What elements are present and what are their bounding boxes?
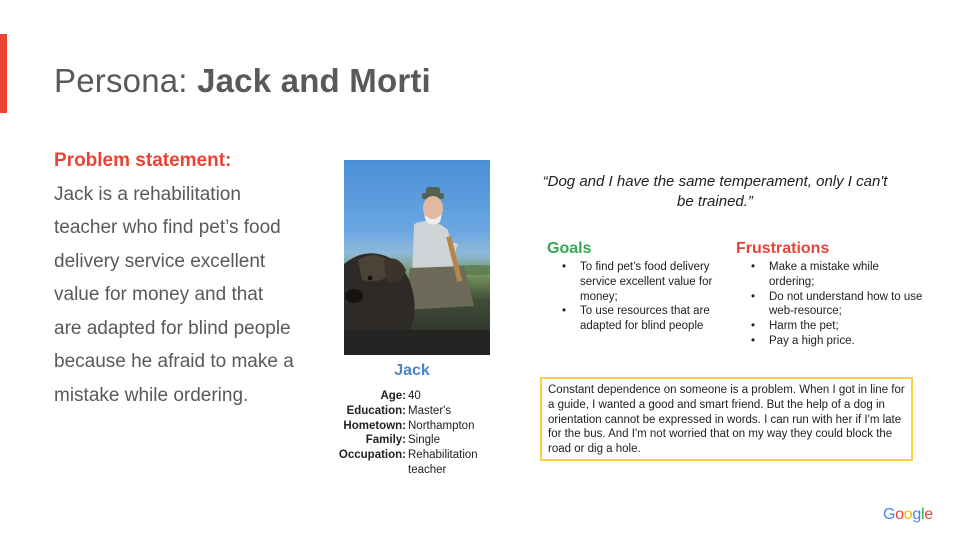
bullet-icon: • — [751, 320, 756, 333]
story-box: Constant dependence on someone is a problem. When I got in line for a guide, I wanted a good and smart friend. But the help of a dog in orientation cannot be expressed in words. I can run with her if I'm late for the bus. And I'm not worried that on my way they could block the road or dig a hole. — [540, 377, 913, 461]
profile-facts — [316, 389, 506, 478]
list-item — [744, 290, 924, 320]
logo-letter: o — [895, 506, 904, 523]
bullet-icon: • — [562, 261, 567, 273]
fact-label: Occupation: — [338, 449, 406, 462]
bullet-icon: • — [562, 305, 567, 318]
frustration-text: Pay a high price. — [769, 334, 855, 347]
fact-age — [316, 389, 506, 404]
logo-letter: g — [912, 506, 921, 523]
fact-occupation — [316, 448, 506, 478]
list-item — [744, 319, 924, 334]
fact-family — [316, 433, 506, 448]
logo-letter: o — [903, 506, 913, 523]
list-item — [744, 334, 924, 349]
frustration-text: Harm the pet; — [769, 320, 839, 333]
title-name: Jack and Morti — [197, 62, 431, 99]
goal-text: To use resources that are adapted for blind people — [580, 305, 710, 333]
persona-photo-illustration — [344, 160, 490, 355]
fact-value: Northampton — [408, 419, 475, 432]
slide-title — [54, 62, 431, 100]
list-item — [744, 260, 924, 290]
persona-photo — [344, 160, 490, 355]
problem-statement-label: Problem statement: — [54, 150, 232, 171]
fact-value: Master's — [408, 404, 452, 417]
persona-quote: “Dog and I have the same temperament, only I can't be trained.” — [542, 173, 888, 210]
goals-list — [555, 260, 715, 334]
fact-label: Family: — [365, 434, 406, 447]
fact-label: Hometown: — [343, 419, 406, 432]
logo-letter: l — [920, 506, 925, 523]
bullet-icon: • — [751, 334, 756, 347]
bullet-icon: • — [751, 290, 756, 303]
frustration-text: Make a mistake while ordering; — [769, 261, 879, 288]
fact-education — [316, 404, 506, 419]
profile-name: Jack — [394, 362, 430, 379]
frustrations-heading: Frustrations — [736, 240, 830, 257]
fact-value: Single — [408, 434, 440, 447]
frustration-text: Do not understand how to use web-resource; — [769, 290, 923, 318]
problem-statement — [54, 144, 294, 412]
problem-statement-text: Jack is a rehabilitation teacher who find pet’s food delivery service excellent value for money and that are adapted for blind people because he afraid to make a mistake while ordering. — [54, 183, 294, 406]
fact-value: 40 — [408, 390, 421, 402]
logo-letter: G — [883, 506, 896, 523]
fact-label: Education: — [346, 404, 406, 417]
frustrations-list — [744, 260, 924, 349]
list-item — [555, 260, 715, 304]
accent-bar — [0, 34, 7, 113]
list-item — [555, 304, 715, 334]
goals-heading: Goals — [547, 240, 592, 257]
logo-letter: e — [924, 506, 933, 523]
google-logo — [883, 506, 933, 524]
goal-text: To find pet’s food delivery service excellent value for money; — [580, 261, 713, 303]
fact-label: Age: — [380, 390, 406, 402]
fact-value: Rehabilitation teacher — [408, 449, 478, 476]
bullet-icon: • — [751, 261, 756, 273]
title-prefix: Persona: — [54, 62, 188, 99]
fact-hometown — [316, 419, 506, 434]
